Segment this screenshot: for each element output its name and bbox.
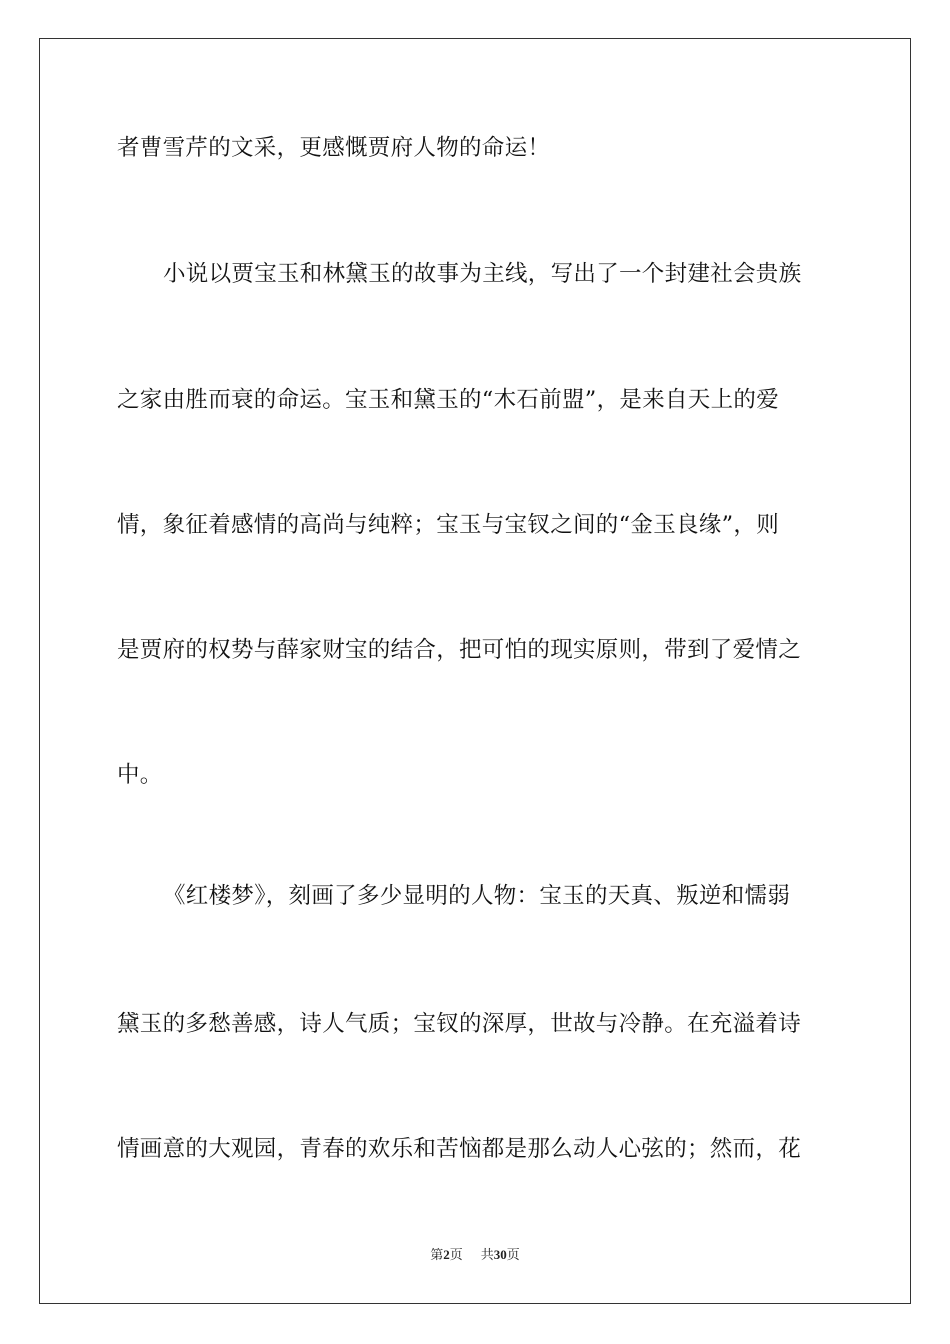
total-suffix: 页 [506,1248,520,1263]
text-line-5: 是贾府的权势与薛家财宝的结合，把可怕的现实原则，带到了爱情之 [117,637,802,663]
total-pages-number: 30 [493,1247,507,1262]
page-prefix: 第 [430,1248,444,1263]
text-line-1: 者曹雪芹的文采，更感慨贾府人物的命运！ [117,135,551,161]
text-line-7: 《红楼梦》，刻画了多少显明的人物：宝玉的天真、叛逆和懦弱 [163,883,791,909]
text-line-8: 黛玉的多愁善感，诗人气质；宝钗的深厚，世故与冷静。在充溢着诗 [117,1011,802,1037]
text-line-6: 中。 [117,762,163,788]
page-border [39,38,911,1304]
text-line-4: 情，象征着感情的高尚与纯粹；宝玉与宝钗之间的“金玉良缘”，则 [117,512,780,538]
page-footer [0,1246,950,1265]
text-line-3: 之家由胜而衰的命运。宝玉和黛玉的“木石前盟”，是来自天上的爱 [117,387,780,413]
page-suffix: 页 [449,1248,463,1263]
total-prefix: 共 [480,1248,494,1263]
current-page-number: 2 [443,1247,450,1262]
text-line-2: 小说以贾宝玉和林黛玉的故事为主线，写出了一个封建社会贵族 [163,261,802,287]
text-line-9: 情画意的大观园，青春的欢乐和苦恼都是那么动人心弦的；然而，花 [117,1136,802,1162]
